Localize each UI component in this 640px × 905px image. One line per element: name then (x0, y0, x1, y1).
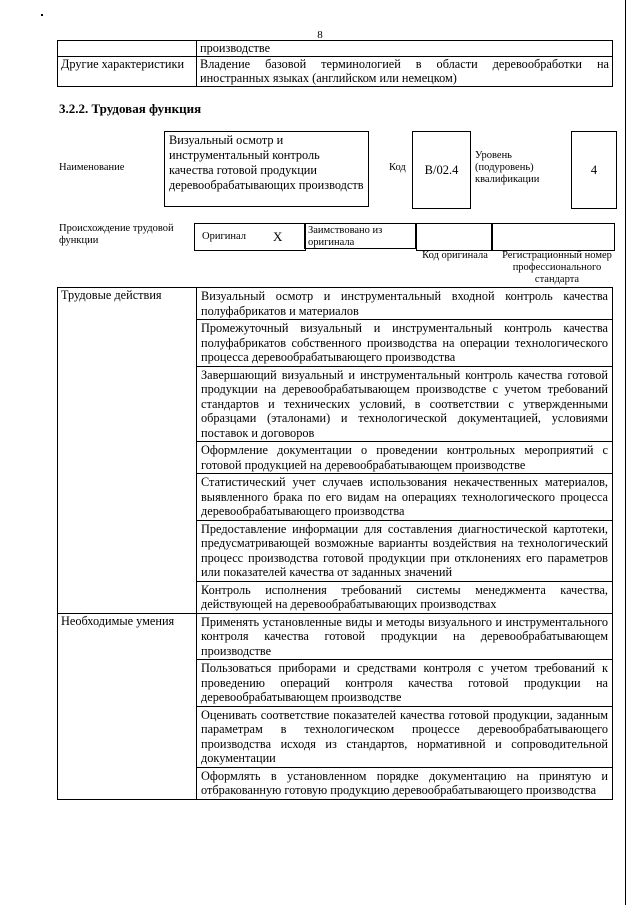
level-box: 4 (571, 131, 617, 209)
list-item: Визуальный осмотр и инструментальный входной контроль качества полуфабрикатов и материалов (197, 288, 613, 320)
code-label: Код (389, 162, 406, 173)
borrowed-cell: Заимствовано из оригинала (304, 223, 416, 249)
page-number: 8 (317, 29, 323, 41)
section-label: Трудовые действия (58, 288, 197, 614)
scan-edge-line (625, 0, 626, 905)
list-item: Оформлять в установленном порядке документацию на принятую и отбракованную готовую продукцию деревообрабатывающего производства (197, 767, 613, 799)
reg-number-cell (491, 223, 615, 251)
reg-number-caption: Регистрационный номер профессионального стандарта (502, 250, 612, 285)
level-label: Уровень (подуровень) квалификации (475, 150, 540, 185)
scan-dot (41, 14, 43, 16)
list-item: Применять установленные виды и методы визуального и инструментального контроля качества готовой продукции на деревообрабатывающем производстве (197, 613, 613, 660)
name-label: Наименование (59, 162, 125, 173)
original-mark: X (273, 229, 283, 244)
table-row (58, 288, 613, 320)
row-value: производстве (197, 41, 613, 57)
table-row (58, 613, 613, 660)
origin-label: Происхождение трудовой функции (59, 223, 174, 246)
characteristics-table (57, 40, 613, 87)
table-row (58, 56, 613, 86)
original-label: Оригинал (202, 231, 246, 242)
function-code-box: B/02.4 (412, 131, 471, 209)
code-original-cell (416, 223, 493, 251)
original-cell (194, 223, 306, 251)
list-item: Пользоваться приборами и средствами контроля с учетом требований к проведению операций контроля качества готовой продукции на деревообрабатывающем производстве (197, 660, 613, 707)
labor-function-table (57, 287, 613, 800)
list-item: Предоставление информации для составления диагностической картотеки, предусматривающей возможные варианты воздействия на технологический процесс производства готовой продукции при отклонениях его параметров или показателей качества от заданных значений (197, 520, 613, 581)
code-original-caption: Код оригинала (422, 250, 488, 261)
list-item: Оформление документации о проведении контрольных мероприятий с готовой продукцией на деревообрабатывающем производстве (197, 442, 613, 474)
row-label (58, 41, 197, 57)
section-label: Необходимые умения (58, 613, 197, 799)
list-item: Завершающий визуальный и инструментальный контроль качества готовой продукции на деревообрабатывающем производстве с учетом требований стандартов и технических условий, в соответствии с утвержденными образцами (эталонами) и технологической документацией, условиями поставок и договоров (197, 366, 613, 442)
list-item: Контроль исполнения требований системы менеджмента качества, действующей на деревообрабатывающих производствах (197, 581, 613, 613)
table-row (58, 41, 613, 57)
row-label: Другие характеристики (58, 56, 197, 86)
list-item: Оценивать соответствие показателей качества готовой продукции, заданным параметрам в технологическом процессе деревообрабатывающего производства исходя из стандартов, нормативной и сопроводительной документации (197, 706, 613, 767)
list-item: Статистический учет случаев использования некачественных материалов, выявленного брака по его видам на операциях технологического процесса деревообрабатывающего производства (197, 474, 613, 521)
section-title: 3.2.2. Трудовая функция (59, 101, 202, 116)
list-item: Промежуточный визуальный и инструментальный контроль качества полуфабрикатов собственного производства на операции технологического процесса деревообрабатывающего производства (197, 320, 613, 367)
function-name-box: Визуальный осмотр и инструментальный контроль качества готовой продукции деревообрабатывающих производств (164, 131, 369, 207)
row-value: Владение базовой терминологией в области деревообработки на иностранных языках (английском или немецком) (197, 56, 613, 86)
